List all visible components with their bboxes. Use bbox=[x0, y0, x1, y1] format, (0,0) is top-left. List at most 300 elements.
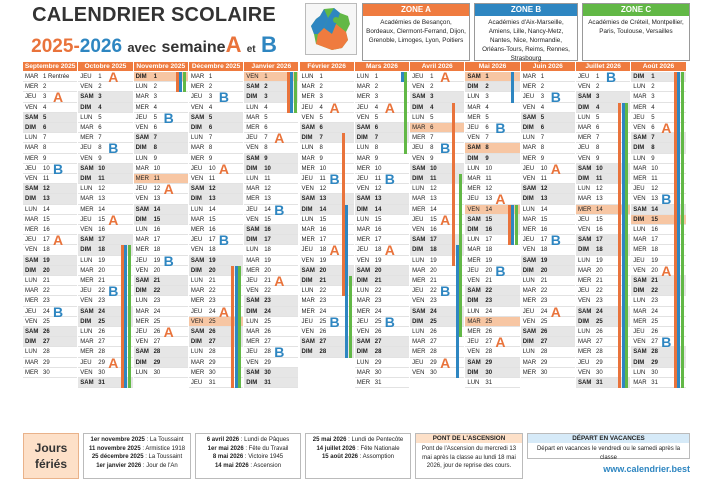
day-cell bbox=[78, 164, 132, 174]
day-cell bbox=[189, 89, 243, 106]
day-number: 14 bbox=[208, 206, 216, 213]
week-letter-a: A bbox=[108, 211, 119, 228]
day-cell bbox=[78, 69, 132, 85]
day-label: VEN bbox=[412, 84, 425, 91]
day-number: 12 bbox=[319, 186, 327, 193]
day-number: 31 bbox=[485, 380, 493, 386]
day-cell bbox=[521, 327, 575, 337]
holiday-entry bbox=[199, 436, 297, 445]
day-number: 14 bbox=[98, 206, 105, 213]
day-number: 5 bbox=[374, 114, 379, 121]
day-label: DIM bbox=[25, 196, 36, 203]
day-label: SAM bbox=[301, 125, 315, 131]
day-label: VEN bbox=[578, 227, 591, 233]
day-cell bbox=[521, 194, 575, 204]
day-label: VEN bbox=[356, 257, 370, 264]
day-cell bbox=[23, 72, 77, 82]
day-number: 26 bbox=[264, 329, 271, 335]
day-number: 1 bbox=[374, 74, 379, 80]
day-cell bbox=[244, 273, 298, 289]
day-number: 28 bbox=[98, 349, 105, 356]
day-cell bbox=[244, 245, 298, 255]
day-cell bbox=[134, 252, 188, 269]
day-cell bbox=[189, 133, 243, 143]
day-number: 14 bbox=[485, 206, 493, 213]
day-label: MER bbox=[135, 176, 149, 182]
day-number: 17 bbox=[430, 237, 437, 244]
holiday-name: : Fête Nationale bbox=[355, 445, 400, 452]
jours-label: Jours bbox=[34, 441, 68, 455]
day-label: LUN bbox=[301, 74, 314, 80]
day-label: DIM bbox=[467, 298, 479, 305]
day-cell bbox=[465, 256, 519, 266]
day-cell bbox=[521, 296, 575, 306]
day-cell bbox=[134, 347, 188, 357]
day-label: DIM bbox=[412, 318, 424, 325]
day-number: 20 bbox=[651, 267, 658, 274]
day-label: VEN bbox=[633, 267, 646, 274]
day-cell bbox=[134, 181, 188, 198]
day-number: 30 bbox=[651, 369, 658, 376]
day-label: MAR bbox=[356, 227, 371, 233]
day-cell bbox=[23, 286, 77, 296]
day-label: LUN bbox=[467, 308, 480, 315]
day-label: LUN bbox=[356, 145, 369, 152]
day-cell bbox=[78, 154, 132, 164]
day-number: 13 bbox=[485, 196, 493, 203]
calendar-grid bbox=[23, 62, 687, 411]
day-cell bbox=[23, 215, 77, 225]
day-number: 15 bbox=[540, 216, 548, 223]
day-label: MAR bbox=[190, 359, 205, 366]
day-cell bbox=[355, 164, 409, 174]
day-cell bbox=[189, 194, 243, 204]
day-label: VEN bbox=[80, 298, 93, 305]
day-number: 30 bbox=[430, 369, 437, 376]
week-letter-b: B bbox=[53, 160, 64, 177]
day-number: 13 bbox=[43, 196, 50, 203]
day-number: 7 bbox=[430, 135, 434, 142]
day-label: VEN bbox=[190, 176, 204, 182]
day-cell bbox=[23, 358, 77, 368]
holiday-date: 25 mai 2026 bbox=[312, 437, 347, 443]
week-letter-b: B bbox=[495, 262, 506, 279]
day-number: 20 bbox=[596, 267, 603, 274]
day-number: 15 bbox=[153, 216, 161, 223]
day-number: 15 bbox=[208, 216, 216, 223]
france-map-icon bbox=[305, 3, 357, 55]
day-label: VEN bbox=[412, 155, 425, 162]
day-cell bbox=[78, 92, 132, 102]
day-label: MAR bbox=[301, 155, 315, 162]
day-cell bbox=[189, 160, 243, 177]
day-number: 22 bbox=[374, 288, 382, 295]
vacation-bar-zone-c bbox=[349, 276, 352, 358]
day-number: 2 bbox=[208, 84, 213, 91]
day-number: 13 bbox=[374, 196, 382, 203]
day-label: JEU bbox=[578, 288, 590, 295]
day-number: 11 bbox=[98, 176, 105, 182]
day-number: 24 bbox=[596, 308, 603, 315]
day-label: MAR bbox=[356, 155, 371, 162]
day-number: 29 bbox=[430, 359, 437, 366]
day-label: MAR bbox=[301, 227, 315, 233]
month-header: Février 2026 bbox=[300, 62, 354, 71]
day-label: MAR bbox=[25, 359, 39, 366]
day-number: 2 bbox=[540, 84, 545, 91]
brand-link[interactable]: www.calendrier.best bbox=[603, 464, 690, 474]
day-cell bbox=[355, 378, 409, 388]
day-label: LUN bbox=[190, 278, 203, 284]
day-cell bbox=[134, 205, 188, 215]
day-label: VEN bbox=[522, 247, 536, 254]
day-label: SAM bbox=[522, 257, 537, 264]
day-number: 12 bbox=[43, 186, 50, 193]
day-cell bbox=[576, 69, 630, 85]
day-number: 14 bbox=[43, 206, 50, 213]
day-label: MER bbox=[356, 94, 371, 101]
day-label: SAM bbox=[356, 196, 371, 203]
holiday-name: : Ascension bbox=[248, 462, 282, 469]
day-number: 18 bbox=[264, 247, 271, 254]
day-number: 10 bbox=[319, 165, 327, 172]
day-label: MER bbox=[633, 104, 647, 111]
day-label: MER bbox=[80, 206, 94, 213]
day-number: 27 bbox=[485, 339, 493, 346]
day-number: 30 bbox=[540, 369, 548, 376]
day-number: 27 bbox=[596, 339, 603, 346]
day-number: 30 bbox=[98, 369, 105, 376]
day-label: MAR bbox=[356, 369, 371, 376]
day-cell bbox=[410, 154, 464, 164]
day-cell bbox=[521, 154, 575, 164]
day-label: MAR bbox=[135, 94, 149, 101]
day-label: SAM bbox=[467, 145, 481, 152]
year-sep: - bbox=[73, 36, 80, 57]
week-letter-a: A bbox=[495, 334, 506, 351]
day-cell bbox=[355, 82, 409, 92]
day-label: JEU bbox=[190, 380, 203, 386]
day-number: 30 bbox=[43, 369, 50, 376]
day-cell bbox=[244, 113, 298, 123]
day-number: 14 bbox=[153, 206, 161, 213]
day-label: JEU bbox=[80, 288, 92, 295]
day-number: 25 bbox=[98, 318, 105, 325]
day-label: MAR bbox=[412, 196, 426, 203]
day-number: 23 bbox=[596, 298, 603, 305]
day-label: SAM bbox=[25, 186, 39, 193]
day-number: 21 bbox=[98, 278, 105, 284]
day-number: 31 bbox=[208, 380, 216, 386]
day-label: SAM bbox=[80, 308, 94, 315]
day-number: 1 bbox=[153, 74, 157, 80]
day-label: MAR bbox=[301, 84, 315, 91]
day-label: SAM bbox=[246, 369, 260, 376]
day-label: DIM bbox=[412, 176, 424, 182]
day-number: 22 bbox=[153, 288, 161, 295]
day-label: VEN bbox=[467, 278, 480, 284]
day-label: DIM bbox=[578, 318, 589, 325]
day-number: 18 bbox=[153, 247, 161, 254]
day-number: 4 bbox=[651, 104, 655, 111]
day-label: MAR bbox=[25, 216, 39, 223]
day-number: 3 bbox=[264, 94, 268, 101]
day-number: 9 bbox=[264, 155, 268, 162]
day-label: MER bbox=[25, 369, 39, 376]
day-cell bbox=[355, 368, 409, 378]
day-label: VEN bbox=[578, 84, 591, 91]
day-cell bbox=[300, 82, 354, 92]
day-number: 17 bbox=[98, 237, 105, 244]
day-label: JEU bbox=[80, 216, 92, 223]
day-label: MAR bbox=[522, 216, 537, 223]
day-number: 8 bbox=[208, 145, 213, 152]
day-number: 1 bbox=[98, 74, 102, 80]
day-label: LUN bbox=[135, 155, 148, 162]
day-number: 20 bbox=[374, 267, 382, 274]
vacation-bar-zone-c bbox=[515, 205, 518, 246]
day-cell bbox=[521, 103, 575, 113]
day-cell bbox=[465, 286, 519, 296]
day-label: SAM bbox=[80, 94, 94, 101]
day-label: SAM bbox=[25, 329, 39, 335]
day-label: MER bbox=[80, 135, 94, 142]
day-number: 14 bbox=[651, 206, 658, 213]
day-cell bbox=[521, 337, 575, 347]
day-cell bbox=[355, 205, 409, 215]
day-label: MAR bbox=[522, 145, 537, 152]
day-number: 1 bbox=[651, 74, 655, 80]
day-label: SAM bbox=[578, 237, 592, 244]
day-number: 10 bbox=[153, 165, 161, 172]
day-label: MAR bbox=[246, 186, 260, 193]
day-cell bbox=[465, 113, 519, 123]
day-number: 3 bbox=[485, 94, 489, 101]
day-cell bbox=[521, 133, 575, 143]
day-cell bbox=[134, 358, 188, 368]
holiday-date: 1er novembre 2025 bbox=[90, 437, 145, 443]
week-letter-b: B bbox=[550, 232, 561, 249]
day-label: LUN bbox=[135, 298, 148, 305]
day-number: 25 bbox=[596, 318, 603, 325]
day-label: LUN bbox=[25, 135, 38, 142]
semaine-label: semaine bbox=[161, 39, 226, 56]
day-number: 22 bbox=[264, 288, 271, 295]
letter-a: A bbox=[225, 32, 242, 57]
day-cell bbox=[23, 160, 77, 177]
day-cell bbox=[300, 194, 354, 204]
day-label: LUN bbox=[578, 257, 591, 264]
day-number: 10 bbox=[485, 165, 493, 172]
week-letter-a: A bbox=[550, 160, 561, 177]
day-label: MER bbox=[578, 135, 592, 142]
day-number: 12 bbox=[98, 186, 105, 193]
day-number: 3 bbox=[153, 94, 157, 101]
day-cell bbox=[244, 235, 298, 245]
day-number: 12 bbox=[596, 186, 603, 193]
day-label: VEN bbox=[246, 74, 259, 80]
day-cell bbox=[521, 72, 575, 82]
day-label: LUN bbox=[412, 114, 425, 121]
day-number: 15 bbox=[319, 216, 327, 223]
day-number: 26 bbox=[153, 329, 161, 335]
day-number: 11 bbox=[153, 176, 160, 182]
day-number: 1 bbox=[319, 74, 323, 80]
day-number: 21 bbox=[43, 278, 50, 284]
day-cell bbox=[189, 82, 243, 92]
day-number: 26 bbox=[596, 329, 603, 335]
day-label: JEU bbox=[25, 308, 37, 315]
day-number: 25 bbox=[208, 318, 216, 325]
day-label: SAM bbox=[412, 237, 426, 244]
day-label: MAR bbox=[467, 176, 481, 182]
day-label: DIM bbox=[190, 339, 202, 346]
day-number: 14 bbox=[430, 206, 437, 213]
day-label: DIM bbox=[412, 104, 424, 111]
day-number: 6 bbox=[430, 125, 434, 131]
day-label: DIM bbox=[246, 94, 258, 101]
day-number: 1 bbox=[208, 74, 213, 80]
day-label: VEN bbox=[578, 298, 591, 305]
day-label: DIM bbox=[356, 206, 368, 213]
day-label: VEN bbox=[80, 369, 93, 376]
day-label: DIM bbox=[356, 278, 368, 284]
day-cell bbox=[134, 235, 188, 245]
day-label: DIM bbox=[633, 145, 645, 152]
day-cell bbox=[355, 313, 409, 330]
day-label: VEN bbox=[135, 125, 148, 131]
day-cell bbox=[300, 133, 354, 143]
day-number: 20 bbox=[153, 267, 161, 274]
day-label: DIM bbox=[25, 125, 36, 131]
day-cell bbox=[78, 194, 132, 204]
day-number: 16 bbox=[430, 227, 437, 233]
day-label: JEU bbox=[80, 359, 92, 366]
day-label: LUN bbox=[467, 380, 480, 386]
day-number: 4 bbox=[319, 104, 323, 111]
day-cell bbox=[355, 184, 409, 194]
day-cell bbox=[189, 184, 243, 194]
day-cell bbox=[134, 307, 188, 317]
day-label: VEN bbox=[522, 176, 536, 182]
day-label: MER bbox=[190, 369, 205, 376]
day-number: 5 bbox=[98, 114, 102, 121]
vacation-bar-zone-c bbox=[294, 72, 297, 113]
day-number: 22 bbox=[43, 288, 50, 295]
day-number: 18 bbox=[374, 247, 382, 254]
day-number: 27 bbox=[208, 339, 216, 346]
day-number: 8 bbox=[374, 145, 379, 152]
day-label: DIM bbox=[522, 125, 534, 131]
day-number: 19 bbox=[540, 257, 548, 264]
day-label: DIM bbox=[633, 359, 645, 366]
week-letter-b: B bbox=[218, 232, 230, 249]
day-label: JEU bbox=[467, 196, 479, 203]
day-number: 12 bbox=[540, 186, 548, 193]
day-label: VEN bbox=[412, 298, 425, 305]
day-number: 18 bbox=[596, 247, 603, 254]
day-label: LUN bbox=[190, 349, 203, 356]
day-number: 15 bbox=[485, 216, 493, 223]
day-label: MER bbox=[356, 308, 371, 315]
day-number: 17 bbox=[374, 237, 382, 244]
day-number: 3 bbox=[430, 94, 434, 101]
day-number: 18 bbox=[98, 247, 105, 254]
day-label: LUN bbox=[412, 257, 425, 264]
day-label: MER bbox=[467, 257, 481, 264]
day-cell bbox=[23, 133, 77, 143]
day-number: 31 bbox=[264, 380, 271, 386]
day-number: 23 bbox=[43, 298, 50, 305]
day-cell bbox=[465, 368, 519, 378]
week-letter-a: A bbox=[440, 211, 451, 228]
day-label: DIM bbox=[246, 380, 258, 386]
day-label: VEN bbox=[578, 155, 591, 162]
day-label: JEU bbox=[578, 216, 590, 223]
week-letter-a: A bbox=[53, 89, 64, 106]
day-number: 26 bbox=[651, 329, 658, 335]
day-number: 6 bbox=[485, 125, 489, 131]
day-label: VEN bbox=[467, 135, 480, 142]
day-label: MAR bbox=[633, 308, 647, 315]
day-number: 29 bbox=[596, 359, 603, 366]
day-label: DIM bbox=[633, 216, 645, 223]
day-number: 12 bbox=[208, 186, 216, 193]
day-label: SAM bbox=[633, 349, 647, 356]
day-label: DIM bbox=[80, 247, 92, 254]
day-label: DIM bbox=[190, 196, 202, 203]
day-label: SAM bbox=[522, 186, 537, 193]
day-number: 4 bbox=[540, 104, 545, 111]
day-label: SAM bbox=[190, 257, 205, 264]
day-label: SAM bbox=[135, 206, 149, 213]
day-number: 7 bbox=[374, 135, 379, 142]
day-number: 10 bbox=[540, 165, 548, 172]
day-label: VEN bbox=[301, 114, 314, 121]
day-cell bbox=[355, 235, 409, 245]
day-number: 21 bbox=[374, 278, 382, 284]
month-header: Juillet 2026 bbox=[576, 62, 630, 71]
day-label: MER bbox=[356, 237, 371, 244]
day-cell bbox=[189, 72, 243, 82]
day-number: 13 bbox=[596, 196, 603, 203]
day-number: 4 bbox=[153, 104, 157, 111]
holiday-entry bbox=[199, 445, 297, 454]
day-cell bbox=[23, 113, 77, 123]
day-cell bbox=[244, 194, 298, 204]
day-cell bbox=[134, 245, 188, 255]
day-label: SAM bbox=[412, 308, 426, 315]
day-number: 26 bbox=[485, 329, 493, 335]
day-cell bbox=[410, 184, 464, 194]
day-cell bbox=[355, 327, 409, 337]
day-label: VEN bbox=[190, 247, 204, 254]
day-cell bbox=[244, 225, 298, 235]
day-number: 19 bbox=[651, 257, 658, 264]
day-label: VEN bbox=[522, 318, 536, 325]
day-number: 10 bbox=[43, 165, 50, 172]
day-number: 11 bbox=[430, 176, 437, 182]
day-number: 12 bbox=[485, 186, 493, 193]
holiday-entry bbox=[87, 453, 187, 462]
vacation-bar-zone-a bbox=[452, 103, 455, 266]
day-label: JEU bbox=[246, 349, 258, 356]
month-header: Juin 2026 bbox=[521, 62, 575, 71]
day-number: 23 bbox=[208, 298, 216, 305]
day-number: 5 bbox=[264, 114, 268, 121]
day-label: VEN bbox=[190, 104, 204, 111]
day-label: LUN bbox=[412, 329, 425, 335]
